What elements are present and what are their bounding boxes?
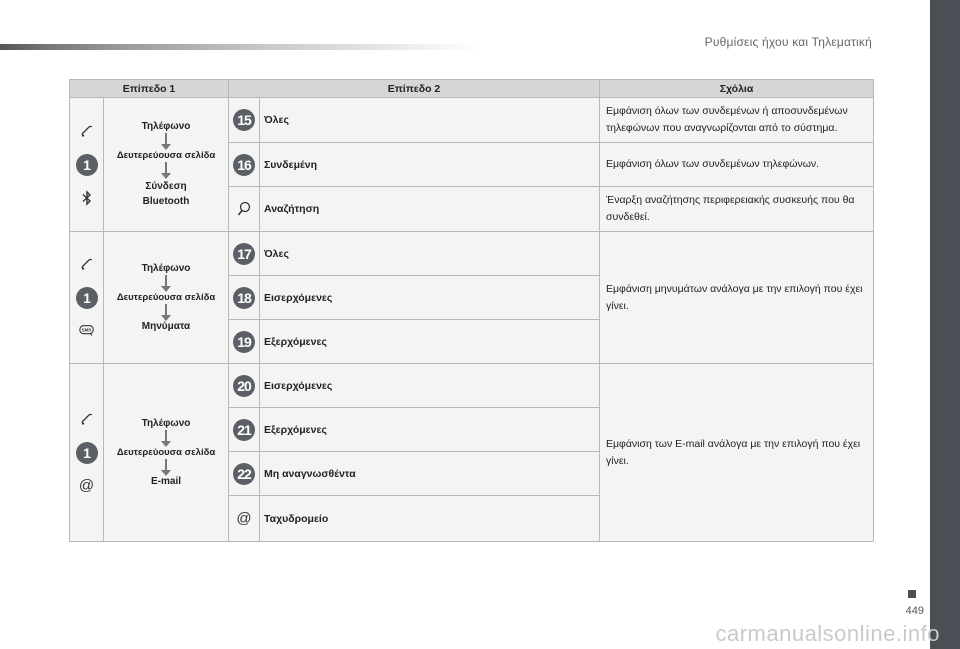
- down-arrow-icon: [165, 275, 167, 287]
- down-arrow-icon: [165, 162, 167, 174]
- level1-path: [104, 232, 229, 364]
- option-label: Όλες: [260, 232, 600, 276]
- header-comments: Σχόλια: [600, 80, 874, 98]
- path-secondary-label: Δευτερεύουσα σελίδα: [116, 292, 216, 303]
- step-number: 22: [229, 452, 260, 496]
- down-arrow-icon: [165, 430, 167, 442]
- page-marker: [908, 590, 916, 598]
- step-number: 17: [229, 232, 260, 276]
- option-label: Εξερχόμενες: [260, 320, 600, 364]
- level-badge: 1: [76, 287, 98, 309]
- page-header-title: Ρυθμίσεις ήχου και Τηλεματική: [704, 35, 872, 49]
- option-label: Εισερχόμενες: [260, 364, 600, 408]
- option-label: Μη αναγνωσθέντα: [260, 452, 600, 496]
- search-icon: [236, 201, 252, 217]
- option-label: Εισερχόμενες: [260, 276, 600, 320]
- phone-icon: [79, 124, 95, 140]
- step-icon-cell: [229, 187, 260, 232]
- level1-icons: [70, 364, 104, 542]
- email-at-icon: @: [236, 510, 252, 527]
- down-arrow-icon: [165, 459, 167, 471]
- bluetooth-icon: [79, 190, 95, 206]
- header-level1: Επίπεδο 1: [70, 80, 229, 98]
- option-comment: Εμφάνιση των E-mail ανάλογα με την επιλογή που έχει γίνει.: [600, 364, 874, 542]
- option-label: Εξερχόμενες: [260, 408, 600, 452]
- table-row: [70, 98, 874, 143]
- step-number: 21: [229, 408, 260, 452]
- header-level2: Επίπεδο 2: [229, 80, 600, 98]
- step-icon-cell: [229, 496, 260, 542]
- path-phone-label: Τηλέφωνο: [141, 418, 191, 429]
- step-number: 16: [229, 143, 260, 187]
- step-number: 15: [229, 98, 260, 143]
- path-target-label: Σύνδεση Bluetooth: [142, 180, 190, 207]
- path-secondary-label: Δευτερεύουσα σελίδα: [116, 447, 216, 458]
- step-number: 18: [229, 276, 260, 320]
- path-target-label: Μηνύματα: [141, 321, 191, 332]
- svg-text:SMS: SMS: [81, 327, 91, 333]
- option-label: Ταχυδρομείο: [260, 496, 600, 542]
- level1-icons: [70, 98, 104, 232]
- sms-icon: [79, 323, 95, 339]
- phone-icon: [79, 412, 95, 428]
- level1-icons: [70, 232, 104, 364]
- phone-icon: [79, 257, 95, 273]
- option-label: Αναζήτηση: [260, 187, 600, 232]
- option-comment: Εμφάνιση μηνυμάτων ανάλογα με την επιλογή που έχει γίνει.: [600, 232, 874, 364]
- header-gradient-bar: [0, 44, 480, 50]
- page-number: 449: [905, 605, 924, 617]
- watermark: carmanualsonline.info: [715, 621, 940, 646]
- email-at-icon: @: [78, 477, 95, 494]
- level1-path: [104, 98, 229, 232]
- menu-table: [69, 79, 874, 542]
- path-phone-label: Τηλέφωνο: [141, 263, 191, 274]
- table-row: [70, 232, 874, 276]
- down-arrow-icon: [165, 304, 167, 316]
- option-comment: Έναρξη αναζήτησης περιφερειακής συσκευής που θα συνδεθεί.: [600, 187, 874, 232]
- level-badge: 1: [76, 442, 98, 464]
- option-label: Συνδεμένη: [260, 143, 600, 187]
- path-secondary-label: Δευτερεύουσα σελίδα: [116, 149, 216, 161]
- step-number: 19: [229, 320, 260, 364]
- option-comment: Εμφάνιση όλων των συνδεμένων τηλεφώνων.: [600, 143, 874, 187]
- level1-path: [104, 364, 229, 542]
- level-badge: 1: [76, 154, 98, 176]
- path-target-label: E-mail: [150, 476, 181, 487]
- table-header-row: [70, 80, 874, 98]
- step-number: 20: [229, 364, 260, 408]
- option-label: Όλες: [260, 98, 600, 143]
- side-tab-strip: [930, 0, 960, 649]
- option-comment: Εμφάνιση όλων των συνδεμένων ή αποσυνδεμένων τηλεφώνων που αναγνωρίζονται από το σύστημα.: [600, 98, 874, 143]
- table-row: [70, 364, 874, 408]
- path-phone-label: Τηλέφωνο: [141, 120, 191, 132]
- down-arrow-icon: [165, 133, 167, 145]
